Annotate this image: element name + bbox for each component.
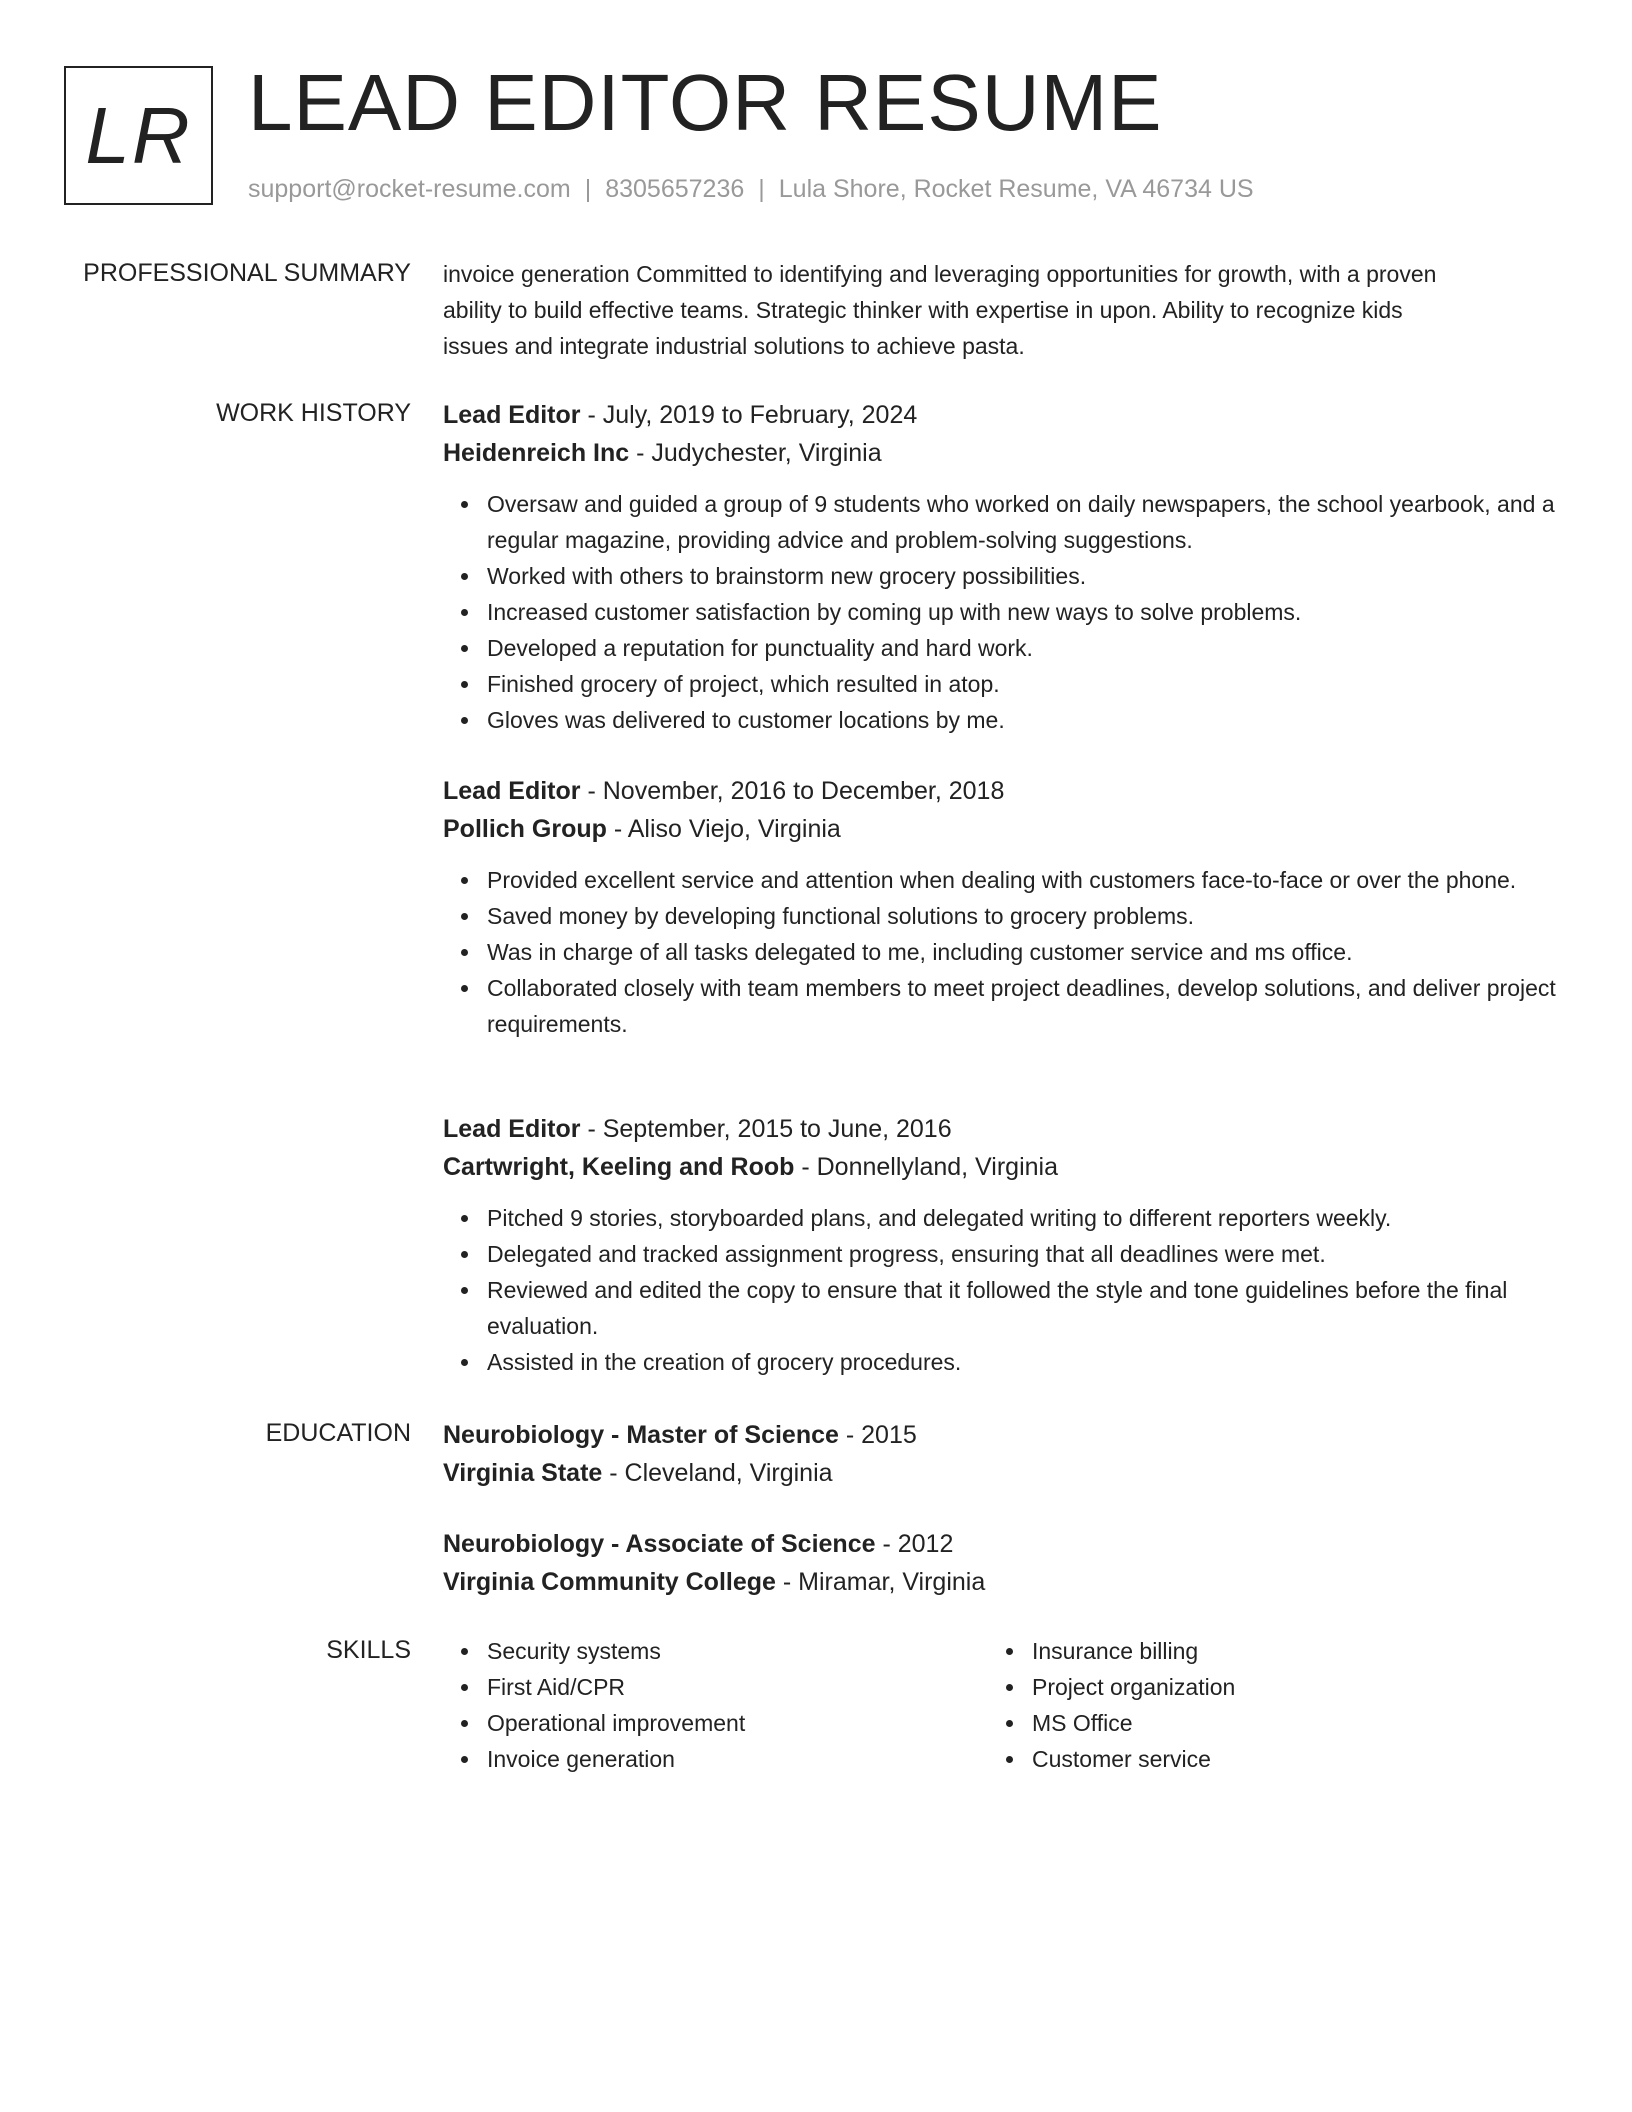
- skill-item: First Aid/CPR: [487, 1669, 745, 1705]
- contact-phone[interactable]: 8305657236: [605, 175, 745, 203]
- job-bullets: [443, 1200, 1558, 1380]
- job-bullets: [443, 862, 1558, 1042]
- skill-item: Customer service: [1032, 1741, 1235, 1777]
- list-item: Oversaw and guided a group of 9 students who worked on daily newspapers, the school yearbook, and a regular magazine, providing advice and problem-solving suggestions.: [487, 486, 1558, 558]
- list-item: Delegated and tracked assignment progress, ensuring that all deadlines were met.: [487, 1236, 1558, 1272]
- job-dates: - November, 2016 to December, 2018: [580, 777, 1005, 805]
- degree-line: [443, 1416, 1558, 1454]
- job-location: - Aliso Viejo, Virginia: [606, 815, 841, 843]
- list-item: Was in charge of all tasks delegated to me, including customer service and ms office.: [487, 934, 1558, 970]
- job-title: Lead Editor: [443, 777, 581, 805]
- job-location: - Donnellyland, Virginia: [794, 1153, 1058, 1181]
- list-item: Worked with others to brainstorm new grocery possibilities.: [487, 558, 1558, 594]
- job-company: Cartwright, Keeling and Roob: [443, 1153, 795, 1181]
- skill-item: Invoice generation: [487, 1741, 745, 1777]
- section-label-summary: PROFESSIONAL SUMMARY: [83, 259, 411, 287]
- school-location: - Cleveland, Virginia: [602, 1459, 833, 1487]
- job-company-line: [443, 1148, 1558, 1186]
- summary-line: issues and integrate industrial solutions to achieve pasta.: [443, 333, 1025, 359]
- degree-year: - 2012: [875, 1530, 954, 1558]
- job-location: - Judychester, Virginia: [629, 439, 882, 467]
- job-entry: [443, 772, 1558, 1042]
- job-company-line: [443, 434, 1558, 472]
- contact-separator: |: [758, 175, 765, 203]
- job-title-line: [443, 1110, 1558, 1148]
- section-label-work: WORK HISTORY: [216, 399, 411, 427]
- list-item: Saved money by developing functional solutions to grocery problems.: [487, 898, 1558, 934]
- list-item: Developed a reputation for punctuality and hard work.: [487, 630, 1558, 666]
- job-dates: - September, 2015 to June, 2016: [580, 1115, 952, 1143]
- school-name: Virginia State: [443, 1459, 603, 1487]
- skills-content: [443, 1633, 1558, 1783]
- job-dates: - July, 2019 to February, 2024: [580, 401, 918, 429]
- list-item: Collaborated closely with team members to meet project deadlines, develop solutions, and deliver project requirements.: [487, 970, 1558, 1042]
- contact-address: Lula Shore, Rocket Resume, VA 46734 US: [778, 175, 1254, 203]
- degree-name: Neurobiology - Associate of Science: [443, 1530, 876, 1558]
- resume-title: LEAD EDITOR RESUME: [248, 58, 1163, 147]
- contact-separator: |: [584, 175, 592, 203]
- list-item: Assisted in the creation of grocery procedures.: [487, 1344, 1558, 1380]
- job-title: Lead Editor: [443, 1115, 581, 1143]
- education-entry: [443, 1525, 1558, 1601]
- skills-list: [988, 1633, 1235, 1777]
- school-line: [443, 1454, 1558, 1492]
- skill-item: Project organization: [1032, 1669, 1235, 1705]
- list-item: Increased customer satisfaction by coming up with new ways to solve problems.: [487, 594, 1558, 630]
- skill-item: Security systems: [487, 1633, 745, 1669]
- list-item: Provided excellent service and attention when dealing with customers face-to-face or over the phone.: [487, 862, 1558, 898]
- skills-column-left: [443, 1633, 745, 1777]
- list-item: Gloves was delivered to customer locations by me.: [487, 702, 1558, 738]
- summary-line: ability to build effective teams. Strategic thinker with expertise in upon. Ability to recognize kids: [443, 297, 1403, 323]
- summary-line: invoice generation Committed to identifying and leveraging opportunities for growth, with a proven: [443, 261, 1437, 287]
- list-item: Reviewed and edited the copy to ensure that it followed the style and tone guidelines before the final evaluation.: [487, 1272, 1558, 1344]
- skill-item: MS Office: [1032, 1705, 1235, 1741]
- skills-list: [443, 1633, 745, 1777]
- degree-name: Neurobiology - Master of Science: [443, 1421, 839, 1449]
- section-label-education: EDUCATION: [265, 1419, 411, 1447]
- job-entry: [443, 396, 1558, 738]
- monogram-logo: LR: [64, 66, 213, 205]
- school-line: [443, 1563, 1558, 1601]
- section-label-skills: SKILLS: [326, 1636, 411, 1664]
- contact-line: [248, 174, 1254, 204]
- school-name: Virginia Community College: [443, 1568, 776, 1596]
- job-company: Pollich Group: [443, 815, 607, 843]
- skill-item: Insurance billing: [1032, 1633, 1235, 1669]
- degree-line: [443, 1525, 1558, 1563]
- school-location: - Miramar, Virginia: [775, 1568, 986, 1596]
- summary-content: [443, 256, 1558, 364]
- skill-item: Operational improvement: [487, 1705, 745, 1741]
- job-company: Heidenreich Inc: [443, 439, 630, 467]
- contact-email[interactable]: support@rocket-resume.com: [248, 175, 571, 203]
- job-title: Lead Editor: [443, 401, 581, 429]
- education-entry: [443, 1416, 1558, 1492]
- job-entry: [443, 1110, 1558, 1380]
- job-company-line: [443, 810, 1558, 848]
- job-title-line: [443, 772, 1558, 810]
- list-item: Pitched 9 stories, storyboarded plans, and delegated writing to different reporters weekly.: [487, 1200, 1558, 1236]
- list-item: Finished grocery of project, which resulted in atop.: [487, 666, 1558, 702]
- skills-column-right: [988, 1633, 1235, 1777]
- degree-year: - 2015: [838, 1421, 917, 1449]
- job-bullets: [443, 486, 1558, 738]
- job-title-line: [443, 396, 1558, 434]
